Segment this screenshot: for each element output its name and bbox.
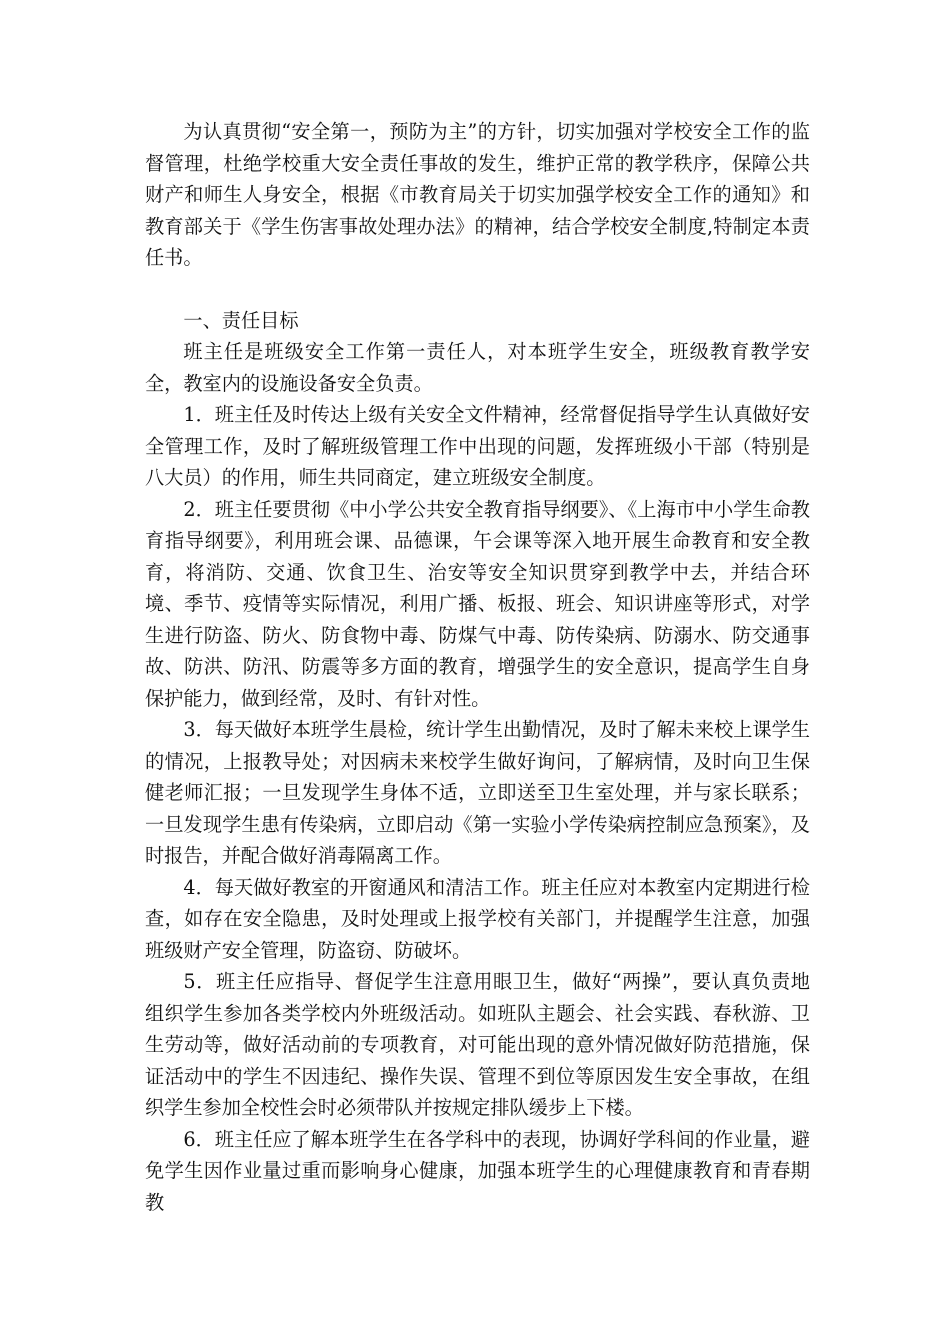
section-heading-responsibility-goals: 一、责任目标 <box>183 308 299 332</box>
list-item-3: 3．每天做好本班学生晨检，统计学生出勤情况，及时了解未来校上课学生的情况，上报教导处；对因病未来校学生做好询问，了解病情，及时向卫生保健老师汇报；一旦发现学生身体不适，立即送至卫生室处理，并与家长联系；一旦发现学生患有传染病，立即启动《第一实验小学传染病控制应急预案》，及时报告，并配合做好消毒隔离工作。 <box>145 718 810 867</box>
document-page <box>145 116 810 1218</box>
list-item-4: 4．每天做好教室的开窗通风和清洁工作。班主任应对本教室内定期进行检查，如存在安全隐患，及时处理或上报学校有关部门，并提醒学生注意，加强班级财产安全管理，防盗窃、防破坏。 <box>145 875 810 962</box>
intro-paragraph: 为认真贯彻“安全第一，预防为主”的方针，切实加强对学校安全工作的监督管理，杜绝学校重大安全责任事故的发生，维护正常的教学秩序，保障公共财产和师生人身安全，根据《市教育局关于切实加强学校安全工作的通知》和教育部关于《学生伤害事故处理办法》的精神，结合学校安全制度,特制定本责任书。 <box>145 120 810 269</box>
list-item-5: 5．班主任应指导、督促学生注意用眼卫生，做好“两操”，要认真负责地组织学生参加各类学校内外班级活动。如班队主题会、社会实践、春秋游、卫生劳动等，做好活动前的专项教育，对可能出现的意外情况做好防范措施，保证活动中的学生不因违纪、操作失误、管理不到位等原因发生安全事故，在组织学生参加全校性会时必须带队并按规定排队缓步上下楼。 <box>145 970 810 1119</box>
section-lead-paragraph: 班主任是班级安全工作第一责任人，对本班学生安全，班级教育教学安全，教室内的设施设备安全负责。 <box>145 340 810 395</box>
list-item-2: 2．班主任要贯彻《中小学公共安全教育指导纲要》、《上海市中小学生命教育指导纲要》，利用班会课、品德课，午会课等深入地开展生命教育和安全教育，将消防、交通、饮食卫生、治安等安全知识贯穿到教学中去，并结合环境、季节、疫情等实际情况，利用广播、板报、班会、知识讲座等形式，对学生进行防盗、防火、防食物中毒、防煤气中毒、防传染病、防溺水、防交通事故、防洪、防汛、防震等多方面的教育，增强学生的安全意识，提高学生自身保护能力，做到经常，及时、有针对性。 <box>145 497 810 710</box>
list-item-1: 1．班主任及时传达上级有关安全文件精神，经常督促指导学生认真做好安全管理工作，及时了解班级管理工作中出现的问题，发挥班级小干部（特别是八大员）的作用，师生共同商定，建立班级安全制度。 <box>145 403 810 489</box>
list-item-6: 6．班主任应了解本班学生在各学科中的表现，协调好学科间的作业量，避免学生因作业量过重而影响身心健康，加强本班学生的心理健康教育和青春期教 <box>145 1127 810 1214</box>
